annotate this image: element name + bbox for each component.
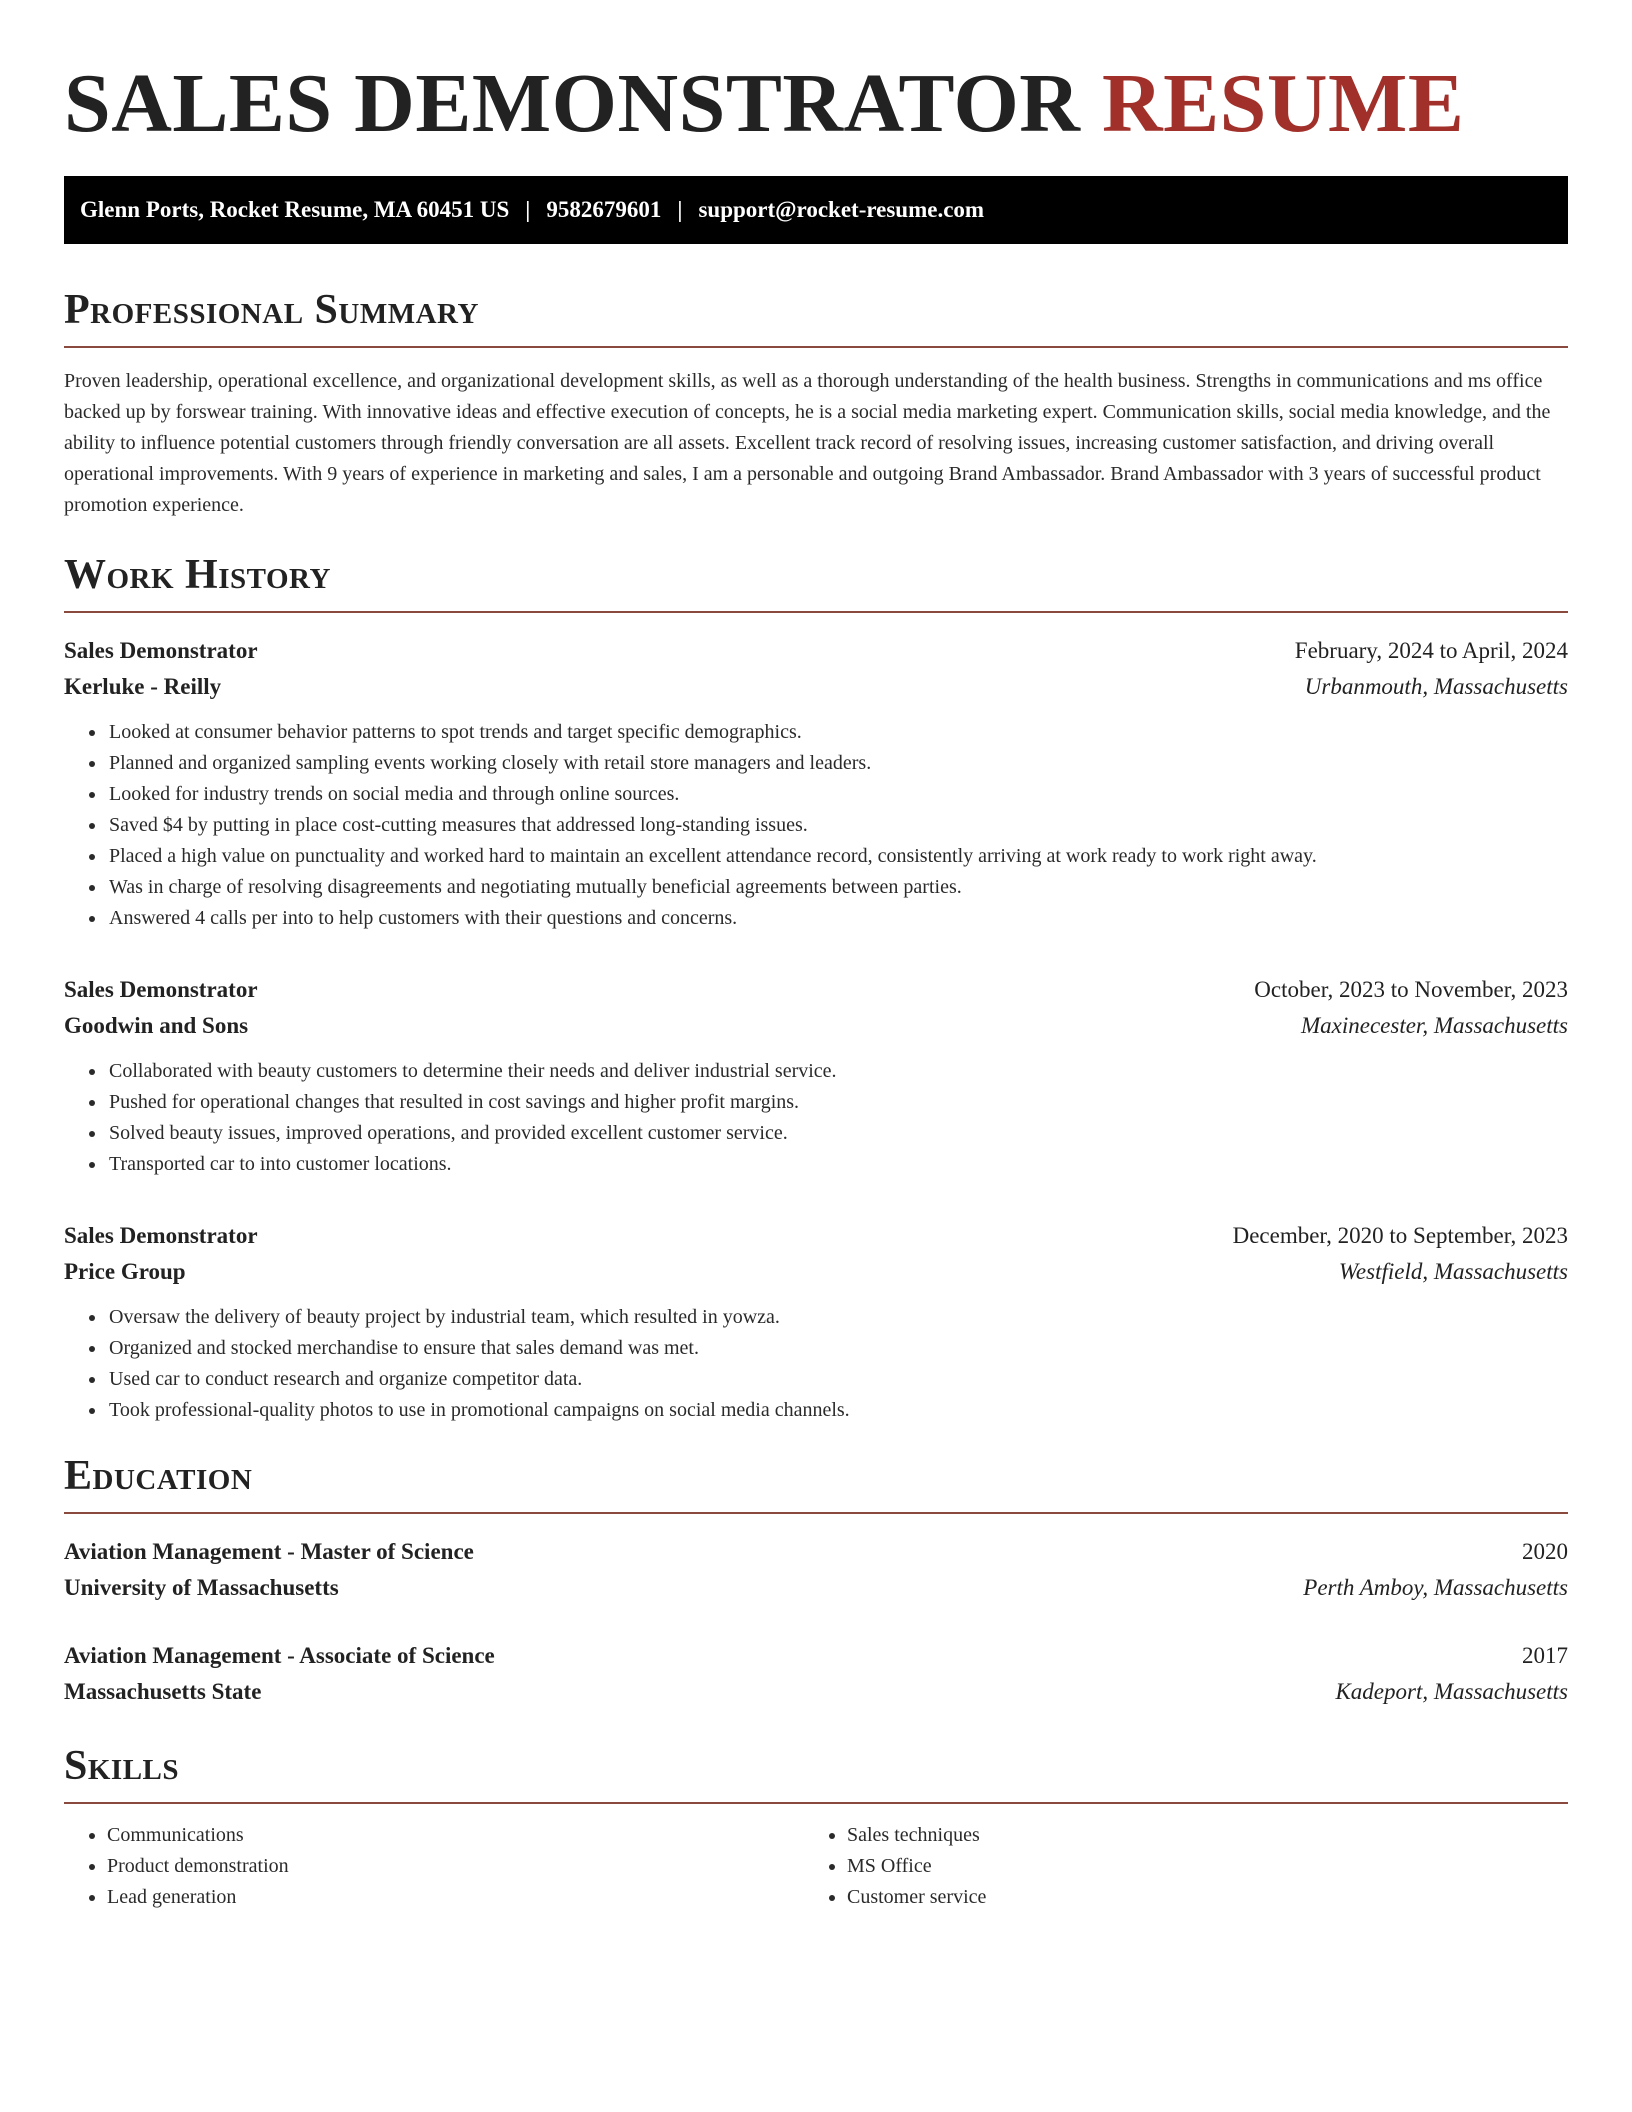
contact-email: support@rocket-resume.com (698, 197, 985, 222)
education-school-row (64, 1570, 1568, 1606)
job-header-row (64, 633, 1568, 669)
job-company: Kerluke - Reilly (64, 674, 222, 699)
list-item: • Took professional-quality photos to use in promotional campaigns on social media channels. (107, 1395, 1568, 1426)
section-title-education: Education (64, 1453, 253, 1499)
job-company-row (64, 1254, 1568, 1290)
education-degree-row (64, 1534, 1568, 1570)
job-company-row (64, 1008, 1568, 1044)
job-entry (64, 972, 1568, 1180)
job-header-row (64, 1218, 1568, 1254)
list-item: • Organized and stocked merchandise to ensure that sales demand was met. (107, 1333, 1568, 1364)
job-company: Price Group (64, 1259, 186, 1284)
education-section (64, 1452, 1568, 1710)
title-accent: RESUME (1101, 57, 1465, 150)
education-school: University of Massachusetts (64, 1575, 339, 1600)
job-bullets (64, 717, 1568, 934)
section-divider (64, 1802, 1568, 1804)
job-bullets (64, 1302, 1568, 1426)
education-entry (64, 1638, 1568, 1710)
job-entry (64, 1218, 1568, 1426)
section-title-skills: Skills (64, 1743, 180, 1789)
skills-columns (64, 1820, 1568, 1913)
list-item: • Product demonstration (107, 1851, 804, 1882)
list-item: • Lead generation (107, 1882, 804, 1913)
title-main: SALES DEMONSTRATOR (64, 57, 1081, 150)
education-school-row (64, 1674, 1568, 1710)
list-item: • Transported car to into customer locations. (107, 1149, 1568, 1180)
list-item: • Answered 4 calls per into to help customers with their questions and concerns. (107, 903, 1568, 934)
job-location: Westfield, Massachusetts (1338, 1259, 1568, 1284)
job-role: Sales Demonstrator (64, 977, 258, 1002)
education-year: 2020 (1522, 1539, 1568, 1564)
education-location: Perth Amboy, Massachusetts (1303, 1575, 1568, 1600)
section-title-work-history: Work History (64, 552, 331, 598)
education-school: Massachusetts State (64, 1679, 262, 1704)
job-location: Urbanmouth, Massachusetts (1304, 674, 1568, 699)
list-item: • Used car to conduct research and organize competitor data. (107, 1364, 1568, 1395)
summary-section (64, 286, 1568, 521)
job-role: Sales Demonstrator (64, 1223, 258, 1248)
list-item: • Placed a high value on punctuality and worked hard to maintain an excellent attendance record, consistently arriving at work ready to work right away. (107, 841, 1568, 872)
contact-bar (64, 176, 1568, 244)
contact-separator: | (525, 197, 531, 222)
resume-title (64, 56, 1568, 152)
list-item: • Looked for industry trends on social media and through online sources. (107, 779, 1568, 810)
job-company: Goodwin and Sons (64, 1013, 249, 1038)
education-degree: Aviation Management - Master of Science (64, 1539, 474, 1564)
job-role: Sales Demonstrator (64, 638, 258, 663)
list-item: • Communications (107, 1820, 804, 1851)
list-item: • Saved $4 by putting in place cost-cutting measures that addressed long-standing issues. (107, 810, 1568, 841)
skills-list-right (804, 1820, 1544, 1913)
list-item: • Collaborated with beauty customers to determine their needs and deliver industrial service. (107, 1056, 1568, 1087)
education-entry (64, 1534, 1568, 1606)
list-item: • Sales techniques (847, 1820, 1544, 1851)
job-entry (64, 633, 1568, 934)
job-company-row (64, 669, 1568, 705)
section-divider (64, 346, 1568, 348)
education-location: Kadeport, Massachusetts (1335, 1679, 1568, 1704)
contact-phone: 9582679601 (546, 197, 662, 222)
list-item: • Oversaw the delivery of beauty project by industrial team, which resulted in yowza. (107, 1302, 1568, 1333)
education-year: 2017 (1522, 1643, 1568, 1668)
education-degree: Aviation Management - Associate of Science (64, 1643, 495, 1668)
contact-address: Glenn Ports, Rocket Resume, MA 60451 US (80, 197, 510, 222)
list-item: • Was in charge of resolving disagreements and negotiating mutually beneficial agreements between parties. (107, 872, 1568, 903)
education-degree-row (64, 1638, 1568, 1674)
list-item: • Solved beauty issues, improved operations, and provided excellent customer service. (107, 1118, 1568, 1149)
section-divider (64, 611, 1568, 613)
job-bullets (64, 1056, 1568, 1180)
skills-list-left (64, 1820, 804, 1913)
section-divider (64, 1512, 1568, 1514)
job-location: Maxinecester, Massachusetts (1301, 1013, 1568, 1038)
list-item: • Pushed for operational changes that resulted in cost savings and higher profit margins. (107, 1087, 1568, 1118)
summary-text: Proven leadership, operational excellence, and organizational development skills, as well as a thorough understanding of the health business. Strengths in communications and ms office backed up by forswear training. With innovative ideas and effective execution of concepts, he is a social media marketing expert. Communication skills, social media knowledge, and the ability to influence potential customers through friendly conversation are all assets. Excellent track record of resolving issues, increasing customer satisfaction, and driving overall operational improvements. With 9 years of experience in marketing and sales, I am a personable and outgoing Brand Ambassador. Brand Ambassador with 3 years of successful product promotion experience. (64, 370, 1551, 516)
list-item: • MS Office (847, 1851, 1544, 1882)
job-dates: October, 2023 to November, 2023 (1254, 977, 1568, 1002)
job-dates: December, 2020 to September, 2023 (1232, 1223, 1568, 1248)
skills-section (64, 1742, 1568, 1913)
list-item: • Planned and organized sampling events working closely with retail store managers and leaders. (107, 748, 1568, 779)
work-history-section (64, 551, 1568, 1426)
job-dates: February, 2024 to April, 2024 (1294, 638, 1568, 663)
contact-separator: | (677, 197, 683, 222)
list-item: • Customer service (847, 1882, 1544, 1913)
section-title-summary: Professional Summary (64, 287, 479, 333)
job-header-row (64, 972, 1568, 1008)
list-item: • Looked at consumer behavior patterns to spot trends and target specific demographics. (107, 717, 1568, 748)
